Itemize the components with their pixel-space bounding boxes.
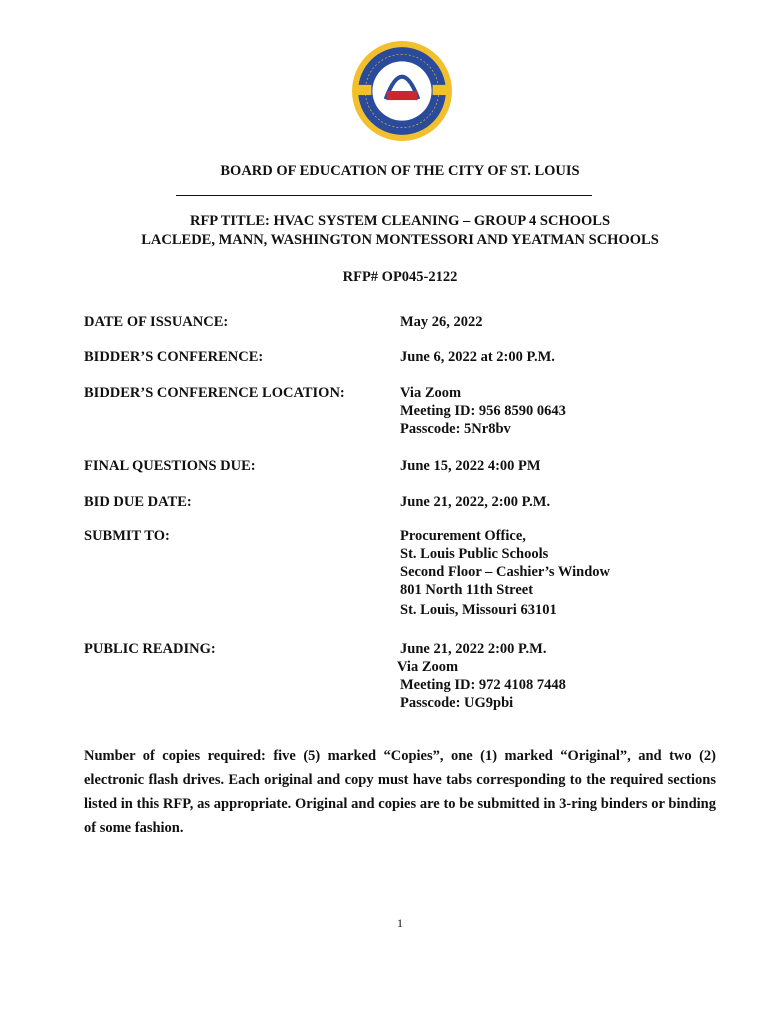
detail-label: BIDDER’S CONFERENCE:	[84, 349, 264, 365]
school-list: LACLEDE, MANN, WASHINGTON MONTESSORI AND YEATMAN SCHOOLS	[141, 232, 659, 248]
detail-value: June 15, 2022 4:00 PM	[400, 458, 541, 474]
detail-label: BID DUE DATE:	[84, 494, 192, 510]
detail-label: FINAL QUESTIONS DUE:	[84, 458, 256, 474]
detail-label: DATE OF ISSUANCE:	[84, 314, 229, 330]
detail-value: Via Zoom Meeting ID: 956 8590 0643 Passcode: 5Nr8bv	[400, 385, 566, 437]
organization-title: BOARD OF EDUCATION OF THE CITY OF ST. LOUIS	[220, 163, 580, 179]
title-divider	[176, 195, 592, 196]
slps-seal-logo	[351, 40, 453, 142]
detail-value: June 21, 2022 2:00 P.M. Via Zoom Meeting ID: 972 4108 7448 Passcode: UG9pbi	[397, 641, 566, 711]
detail-value: Procurement Office, St. Louis Public Schools Second Floor – Cashier’s Window 801 North 11th Street St. Louis, Missouri 63101	[400, 528, 611, 618]
rfp-number: RFP# OP045-2122	[342, 269, 458, 285]
copies-instructions: Number of copies required: five (5) marked “Copies”, one (1) marked “Original”, and two (2) electronic flash drives. Each original and copy must have tabs corresponding to the required sections listed in this RFP, as appropriate. Original and copies are to be submitted in 3-ring binders or binding of some fashion.	[84, 748, 716, 836]
rfp-title: RFP TITLE: HVAC SYSTEM CLEANING – GROUP 4 SCHOOLS	[189, 213, 611, 229]
page-number: 1	[397, 916, 403, 930]
detail-value: May 26, 2022	[400, 314, 483, 330]
detail-label: BIDDER’S CONFERENCE LOCATION:	[84, 385, 345, 401]
detail-value: June 6, 2022 at 2:00 P.M.	[400, 349, 555, 365]
detail-label: SUBMIT TO:	[84, 528, 170, 544]
detail-label: PUBLIC READING:	[84, 641, 216, 657]
detail-value: June 21, 2022, 2:00 P.M.	[400, 494, 551, 510]
